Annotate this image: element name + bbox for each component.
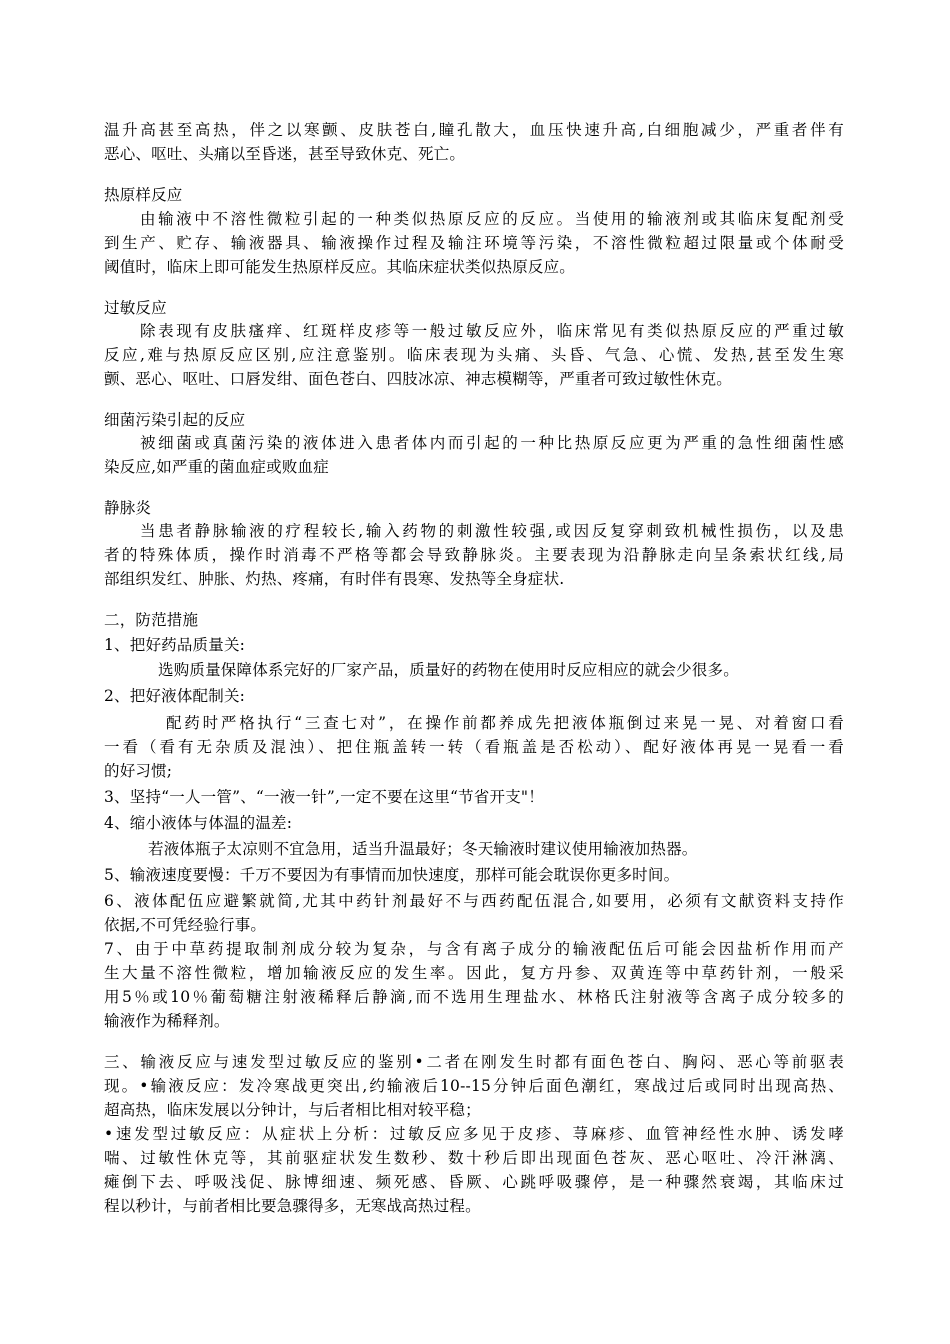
paragraph-line: 依据,不可凭经验行事。	[104, 916, 267, 934]
section-heading: 静脉炎	[104, 499, 152, 517]
paragraph-line: 超高热，临床发展以分钟计，与后者相比相对较平稳；	[104, 1101, 481, 1119]
paragraph-line: 喘、过敏性休克等，其前驱症状发生数秒、数十秒后即出现面色苍灰、恶心呕吐、冷汗淋漓、	[104, 1149, 844, 1167]
paragraph-line: 的好习惯;	[104, 762, 173, 780]
paragraph-line: 配药时严格执行“三查七对”，在操作前都养成先把液体瓶倒过来晃一晃、对着窗口看	[166, 714, 844, 732]
paragraph-line: 选购质量保障体系完好的厂家产品，质量好的药物在使用时反应相应的就会少很多。	[158, 661, 739, 679]
paragraph-line: 温升高甚至高热，伴之以寒颤、皮肤苍白,瞳孔散大，血压快速升高,白细胞减少，严重者伴有	[104, 121, 844, 139]
paragraph-line: 颤、恶心、呕吐、口唇发绀、面色苍白、四肢冰凉、神志模糊等，严重者可致过敏性休克。	[104, 370, 733, 388]
paragraph-line: 被细菌或真菌污染的液体进入患者体内而引起的一种比热原反应更为严重的急性细菌性感	[140, 434, 844, 452]
paragraph-line: 程以秒计，与前者相比要急骤得多，无寒战高热过程。	[104, 1197, 481, 1215]
paragraph-line: 阈值时，临床上即可能发生热原样反应。其临床症状类似热原反应。	[104, 258, 576, 276]
list-item: 1、把好药品质量关:	[104, 636, 246, 654]
paragraph-line: •速发型过敏反应：从症状上分析：过敏反应多见于皮疹、荨麻疹、血管神经性水肿、诱发哮	[104, 1125, 844, 1143]
paragraph-line: 三、输液反应与速发型过敏反应的鉴别•二者在刚发生时都有面色苍白、胸闷、恶心等前驱表	[104, 1053, 844, 1071]
list-item: 5、输液速度要慢：千万不要因为有事情而加快速度，那样可能会耽误你更多时间。	[104, 866, 680, 884]
list-item: 7、由于中草药提取制剂成分较为复杂，与含有离子成分的输液配伍后可能会因盐析作用而产	[104, 940, 844, 958]
section-heading: 细菌污染引起的反应	[104, 411, 246, 429]
list-item: 6、液体配伍应避繁就简,尤其中药针剂最好不与西药配伍混合,如要用，必须有文献资料支持作	[104, 892, 844, 910]
paragraph-line: 除表现有皮肤瘙痒、红斑样皮疹等一般过敏反应外，临床常见有类似热原反应的严重过敏	[140, 322, 844, 340]
paragraph-line: 部组织发红、肿胀、灼热、疼痛，有时伴有畏寒、发热等全身症状.	[104, 570, 565, 588]
paragraph-line: 若液体瓶子太凉则不宜急用，适当升温最好；冬天输液时建议使用输液加热器。	[148, 840, 698, 858]
paragraph-line: 用5％或10％葡萄糖注射液稀释后静滴,而不选用生理盐水、林格氏注射液等含离子成分较多的	[104, 988, 844, 1006]
paragraph-line: 反应,难与热原反应区别,应注意鉴别。临床表现为头痛、头昏、气急、心慌、发热,甚至发生寒	[104, 346, 844, 364]
list-item: 4、缩小液体与体温的温差:	[104, 814, 293, 832]
section-heading: 热原样反应	[104, 186, 183, 204]
section-heading: 过敏反应	[104, 299, 167, 317]
paragraph-line: 现。•输液反应：发冷寒战更突出,约输液后10--15分钟后面色潮红，寒战过后或同时出现高热、	[104, 1077, 844, 1095]
paragraph-line: 瘫倒下去、呼吸浅促、脉博细速、频死感、昏厥、心跳呼吸骤停，是一种骤然衰竭，其临床过	[104, 1173, 844, 1191]
paragraph-line: 一看（看有无杂质及混浊）、把住瓶盖转一转（看瓶盖是否松动）、配好液体再晃一晃看一看	[104, 738, 844, 756]
paragraph-line: 者的特殊体质，操作时消毒不严格等都会导致静脉炎。主要表现为沿静脉走向呈条索状红线,局	[104, 546, 844, 564]
paragraph-line: 输液作为稀释剂。	[104, 1012, 230, 1030]
list-item: 2、把好液体配制关:	[104, 687, 246, 705]
paragraph-line: 到生产、贮存、输液器具、输液操作过程及输注环境等污染，不溶性微粒超过限量或个体耐受	[104, 234, 844, 252]
paragraph-line: 由输液中不溶性微粒引起的一种类似热原反应的反应。当使用的输液剂或其临床复配剂受	[140, 210, 844, 228]
paragraph-line: 染反应,如严重的菌血症或败血症	[104, 458, 329, 476]
paragraph-line: 当患者静脉输液的疗程较长,输入药物的刺激性较强,或因反复穿刺致机械性损伤，以及患	[140, 522, 844, 540]
list-item: 3、坚持“一人一管”、“一液一针”,一定不要在这里“节省开支"！	[104, 788, 544, 806]
paragraph-line: 恶心、呕吐、头痛以至昏迷，甚至导致休克、死亡。	[104, 145, 466, 163]
section-heading: 二，防范措施	[104, 611, 199, 629]
paragraph-line: 生大量不溶性微粒，增加输液反应的发生率。因此，复方丹参、双黄连等中草药针剂，一般采	[104, 964, 844, 982]
